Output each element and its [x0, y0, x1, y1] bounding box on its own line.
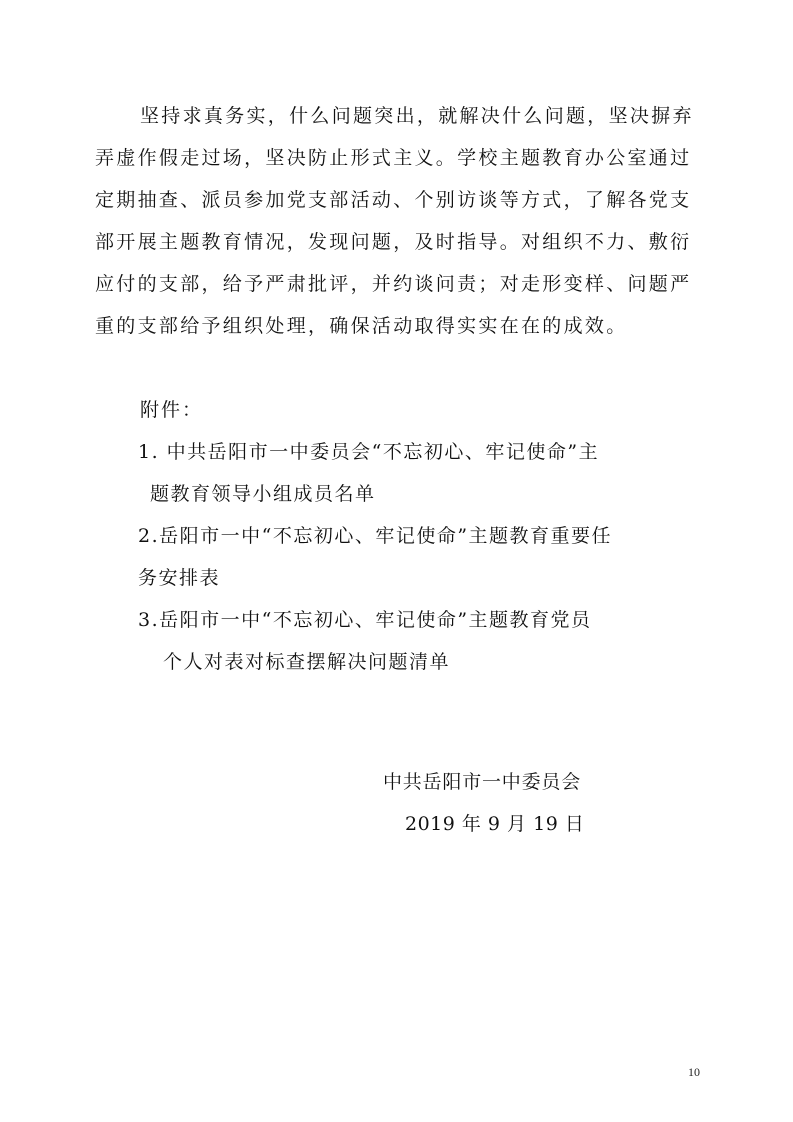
paragraph-line: 重的支部给予组织处理，确保活动取得实实在在的成效。: [95, 315, 628, 337]
paragraph-line: 定期抽查、派员参加党支部活动、个别访谈等方式，了解各党支: [95, 189, 692, 211]
paragraph-line: 部开展主题教育情况，发现问题，及时指导。对组织不力、敷衍: [95, 231, 692, 253]
attachment-title-line: 题教育领导小组成员名单: [150, 483, 376, 505]
issuing-organization: 中共岳阳市一中委员会: [383, 771, 582, 793]
attachment-title-line: 个人对表对标查摆解决问题清单: [163, 651, 451, 673]
attachments-label: 附件：: [140, 399, 204, 421]
attachment-title-line: 务安排表: [138, 567, 221, 589]
paragraph-line: 应付的支部，给予严肃批评，并约谈问责；对走形变样、问题严: [95, 273, 692, 295]
page-number: 10: [688, 1065, 700, 1079]
paragraph-line: 弄虚作假走过场，坚决防止形式主义。学校主题教育办公室通过: [95, 147, 692, 169]
attachment-title-line: 3.岳阳市一中“不忘初心、牢记使命”主题教育党员: [138, 609, 592, 631]
issue-date: 2019 年 9 月 19 日: [405, 813, 585, 835]
paragraph-line: 坚持求真务实，什么问题突出，就解决什么问题，坚决摒弃: [140, 105, 694, 127]
attachment-title-line: 2.岳阳市一中“不忘初心、牢记使命”主题教育重要任: [138, 525, 613, 547]
attachment-title-line: 1. 中共岳阳市一中委员会“不忘初心、牢记使命”主: [138, 441, 600, 463]
